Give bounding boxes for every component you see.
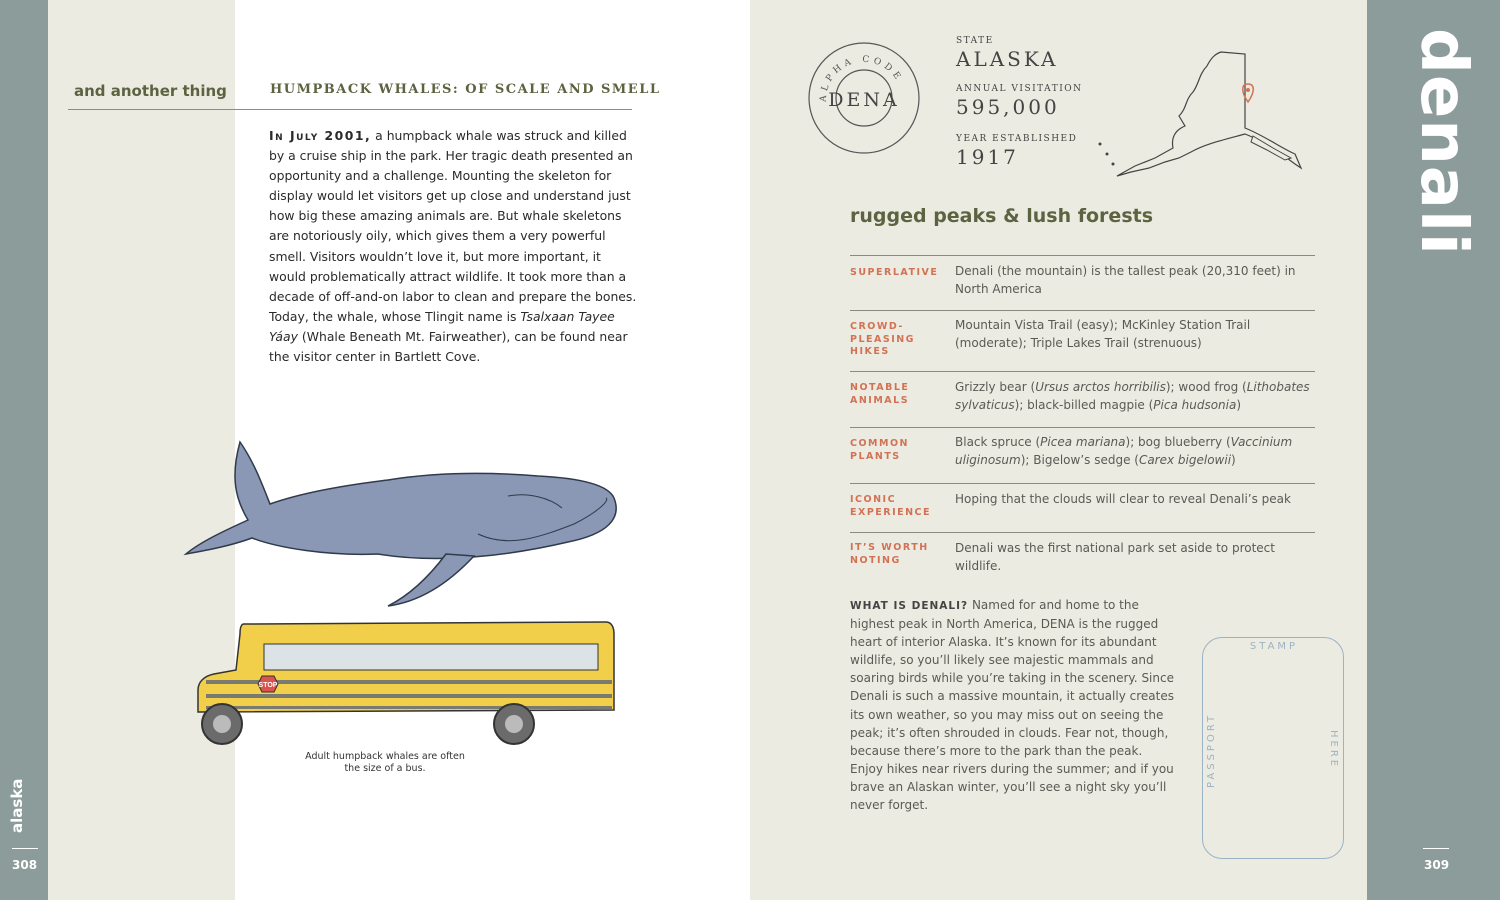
fact-label: SUPERLATIVE [850,267,939,278]
page-number-right: 309 [1424,858,1450,872]
visitation-value: 595,000 [956,95,1060,119]
scientific-name: Picea mariana [1040,435,1126,449]
what-is-paragraph [850,596,1175,814]
what-is-label: WHAT IS DENALI? [850,600,969,612]
fact-text: ); Bigelow’s sedge ( [1020,453,1139,467]
fact-value [955,539,1315,575]
fact-text: Black spruce ( [955,435,1041,449]
fact-row [850,310,1315,371]
fact-value [955,433,1315,469]
stop-sign-text: STOP [258,682,278,689]
scientific-name: Ursus arctos horribilis [1035,380,1166,394]
fact-value [955,316,1315,352]
stamp-label: STAMP [1249,641,1299,652]
page-number-left: 308 [12,858,38,872]
fact-text: ); wood frog ( [1165,380,1247,394]
passport-label: PASSPORT [1206,712,1217,788]
park-title: denali [1406,28,1480,256]
fact-row [850,532,1315,573]
section-label: and another thing [74,82,227,100]
fact-text: ); black-billed magpie ( [1014,398,1154,412]
fact-text: Denali (the mountain) is the tallest peak (20,310 feet) in North America [955,264,1296,296]
alpha-code-seal [806,40,922,156]
state-tab: alaska [8,778,26,833]
fact-label: CROWD-PLEASING HIKES [850,321,915,357]
fact-text: ); bog blueberry ( [1125,435,1231,449]
state-label: STATE [956,36,994,46]
sidebar-story [269,126,639,367]
title-rule [68,109,632,110]
page-number-rule [12,848,38,849]
story-text-1: a humpback whale was struck and killed by a cruise ship in the park. Her tragic death presented an opportunity and a challenge. Mounting the skeleton for display would let visitors get up close and understand just how big these amazing animals are. But whale skeletons are notoriously oily, which gives them a very powerful smell. Visitors wouldn’t love it, but more important, it would problematically attract wildlife. It took more than a decade of off-and-on labor to clean and prepare the bones. Today, the whale, whose Tlingit name is [269,128,637,324]
whale-and-bus-illustration [178,438,620,752]
tlingit-name: Tsalxaan Tayee Yáay [269,308,615,344]
fact-value [955,262,1315,298]
state-value: ALASKA [956,47,1059,71]
humpback-whale-drawing [186,442,616,606]
fact-label: ICONIC EXPERIENCE [850,494,932,518]
fact-row [850,483,1315,532]
sidebar-title: HUMPBACK WHALES: OF SCALE AND SMELL [270,82,661,97]
fact-label: COMMON PLANTS [850,438,909,462]
fact-text: Denali was the first national park set aside to protect wildlife. [955,541,1275,573]
established-value: 1917 [956,145,1019,169]
alaska-map [1095,44,1340,182]
school-bus-drawing [198,622,614,744]
scientific-name: Pica hudsonia [1153,398,1237,412]
illustration-caption: Adult humpback whales are often the size of a bus. [305,751,465,774]
left-spine [0,0,48,900]
park-tagline: rugged peaks & lush forests [850,205,1154,227]
fact-row [850,371,1315,427]
here-label: HERE [1328,730,1339,770]
visitation-label: ANNUAL VISITATION [956,84,1083,94]
scientific-name: Lithobates sylvaticus [955,380,1310,412]
seal-code: DENA [828,89,900,111]
fact-text: ) [1236,398,1242,412]
fact-label: NOTABLE ANIMALS [850,382,910,406]
fact-text: Mountain Vista Trail (easy); McKinley Station Trail (moderate); Triple Lakes Trail (strenuous) [955,318,1251,350]
fact-value [955,378,1315,414]
fact-value [955,490,1315,508]
fact-row [850,255,1315,310]
scientific-name: Carex bigelowii [1138,453,1232,467]
fact-text: ) [1231,453,1236,467]
passport-stamp-box [1202,637,1344,859]
story-text-2: (Whale Beneath Mt. Fairweather), can be found near the visitor center in Bartlett Cove. [269,328,628,365]
fact-text: Grizzly bear ( [955,380,1036,394]
story-lead: In July 2001, [269,128,372,143]
scientific-name: Vaccinium uliginosum [955,435,1293,467]
fact-text: Hoping that the clouds will clear to reveal Denali’s peak [955,492,1291,506]
fact-row [850,427,1315,483]
what-is-text: Named for and home to the highest peak in North America, DENA is the rugged heart of interior Alaska. It’s known for its abundant wildlife, so you’ll likely see majestic mammals and soaring birds while you’re taking in the scenery. Since Denali is such a massive mountain, it actually creates its own weather, so you may miss out on seeing the peak; it’s often shrouded in clouds. Fear not, though, because there’s more to the park than the peak. Enjoy hikes near rivers during the summer; and if you brave an Alaskan winter, you’ll see a night sky you’ll never forget. [850,598,1174,813]
seal-ring-text: ALPHA CODE [818,54,905,103]
page-number-rule [1423,848,1449,849]
fact-label: IT’S WORTH NOTING [850,542,929,566]
facts-table [850,255,1315,573]
established-label: YEAR ESTABLISHED [956,134,1078,144]
